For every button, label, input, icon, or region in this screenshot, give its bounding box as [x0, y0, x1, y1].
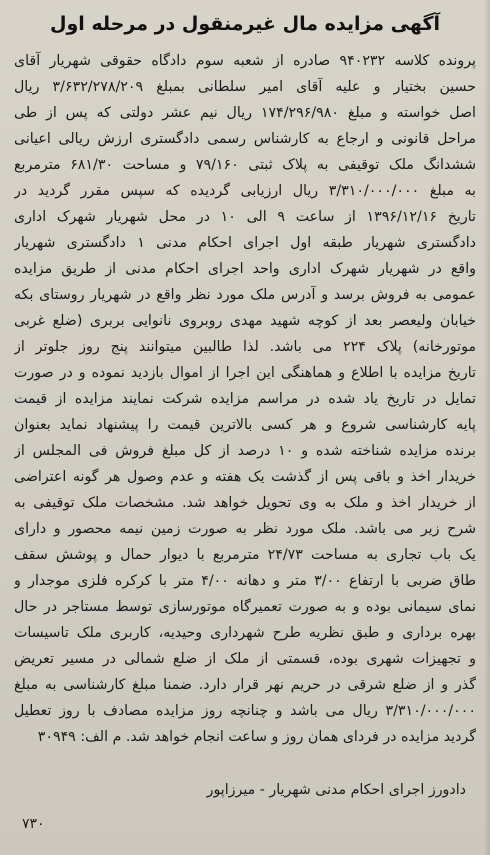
- notice-line: برنده مزایده شناخته شده و ۱۰ درصد از کل مبلغ فروش فی المجلس از: [14, 443, 476, 459]
- notice-line: به مبلغ ۳/۳۱۰/۰۰۰/۰۰۰ ریال ارزیابی گردیده که سپس مقرر گردید در: [14, 183, 476, 199]
- notice-line: دادگستری شهریار طبقه اول اجرای احکام مدنی ۱ دادگستری شهریار: [14, 235, 476, 251]
- notice-line: خریدار اخذ و باقی پس از گذشت یک هفته و عدم وصول هر گونه اعتراضی: [14, 469, 476, 485]
- notice-line: طاق ضربی با ارتفاع ۳/۰۰ متر و دهانه ۴/۰۰ متر با کرکره فلزی موجدار و: [14, 573, 476, 589]
- notice-line: یک باب تجاری به مساحت ۲۴/۷۳ مترمربع با دیوار حمال و پوشش سقف: [14, 547, 476, 563]
- notice-signature: دادورز اجرای احکام مدنی شهریار - میرزاپور: [206, 782, 466, 798]
- notice-body: [14, 48, 476, 750]
- notice-line: ششدانگ ملک توقیفی به پلاک ثبتی ۷۹/۱۶۰ و مساحت ۶۸۱/۳۰ مترمربع: [14, 157, 476, 173]
- notice-line: موتورخانه) پلاک ۲۲۴ می باشد. لذا طالبین میتوانند پنج روز جلوتر از: [14, 339, 476, 355]
- notice-line: تاریخ ۱۳۹۶/۱۲/۱۶ از ساعت ۹ الی ۱۰ در محل شهریار شهرک اداری: [14, 209, 476, 225]
- notice-line: تاریخ مزایده با اطلاع و هماهنگی این اجرا از اموال بازدید نموده و در صورت: [14, 365, 476, 381]
- notice-line: اصل خواسته و مبلغ ۱۷۴/۲۹۶/۹۸۰ ریال نیم عشر دولتی که پس از طی: [14, 105, 476, 121]
- notice-line: بهره برداری و طبق نظریه طرح شهرداری وحیدیه، کاربری ملک تاسیسات: [14, 625, 476, 641]
- notice-line: پایه کارشناسی شروع و هر کسی بالاترین قیمت را پیشنهاد نماید بعنوان: [14, 417, 476, 433]
- notice-line: عمومی به فروش برسد و آدرس ملک مورد نظر واقع در شهریار روستای بکه: [14, 287, 476, 303]
- notice-line: ۳/۳۱۰/۰۰۰/۰۰۰ ریال می باشد و چنانچه روز مزایده مصادف با روز تعطیل: [14, 703, 476, 719]
- notice-line: پرونده کلاسه ۹۴۰۲۳۲ صادره از شعبه سوم دادگاه حقوقی شهریار آقای: [14, 53, 476, 69]
- notice-line: و تجهیزات شهری بوده، قسمتی از ملک از ضلع شمالی در مسیر تعریض: [14, 651, 476, 667]
- paper-fold-shadow: [484, 0, 490, 855]
- notice-line: واقع در شهریار شهرک اداری واحد اجرای احکام مدنی از طریق مزایده: [14, 261, 476, 277]
- notice-line: تمایل در تاریخ یاد شده در مراسم مزایده شرکت نمایند مزایده از قیمت: [14, 391, 476, 407]
- notice-line: شرح زیر می باشد. ملک مورد نظر به صورت زمین نیمه محصور و دارای: [14, 521, 476, 537]
- notice-line: خیابان ولیعصر بعد از کوچه شهید مهدی روبروی نانوایی بربری (ضلع غربی: [14, 313, 476, 329]
- notice-title: آگهی مزایده مال غیرمنقول در مرحله اول: [49, 13, 441, 35]
- notice-line: حسین بختیار و علیه آقای امیر سلطانی بمبلغ ۳/۶۳۲/۲۷۸/۲۰۹ ریال: [14, 79, 476, 95]
- notice-line: گذر و از ضلع شرقی در حریم نهر قرار دارد. ضمنا مبلغ کارشناسی به مبلغ: [14, 677, 476, 693]
- page-code: ۷۳۰: [22, 816, 45, 832]
- notice-line: از خریدار اخذ و ملک به وی تحویل خواهد شد. مشخصات ملک توقیفی به: [14, 495, 476, 511]
- notice-line: گردید مزایده در فردای همان روز و ساعت انجام خواهد شد. م الف: ۳۰۹۴۹: [37, 729, 476, 745]
- notice-line: مراحل قانونی و ارجاع به کارشناس رسمی دادگستری ارزش ریالی اعیانی: [14, 131, 476, 147]
- notice-line: نمای سیمانی بوده و به صورت تعمیرگاه موتورسازی توسط مستاجر در حال: [14, 599, 476, 615]
